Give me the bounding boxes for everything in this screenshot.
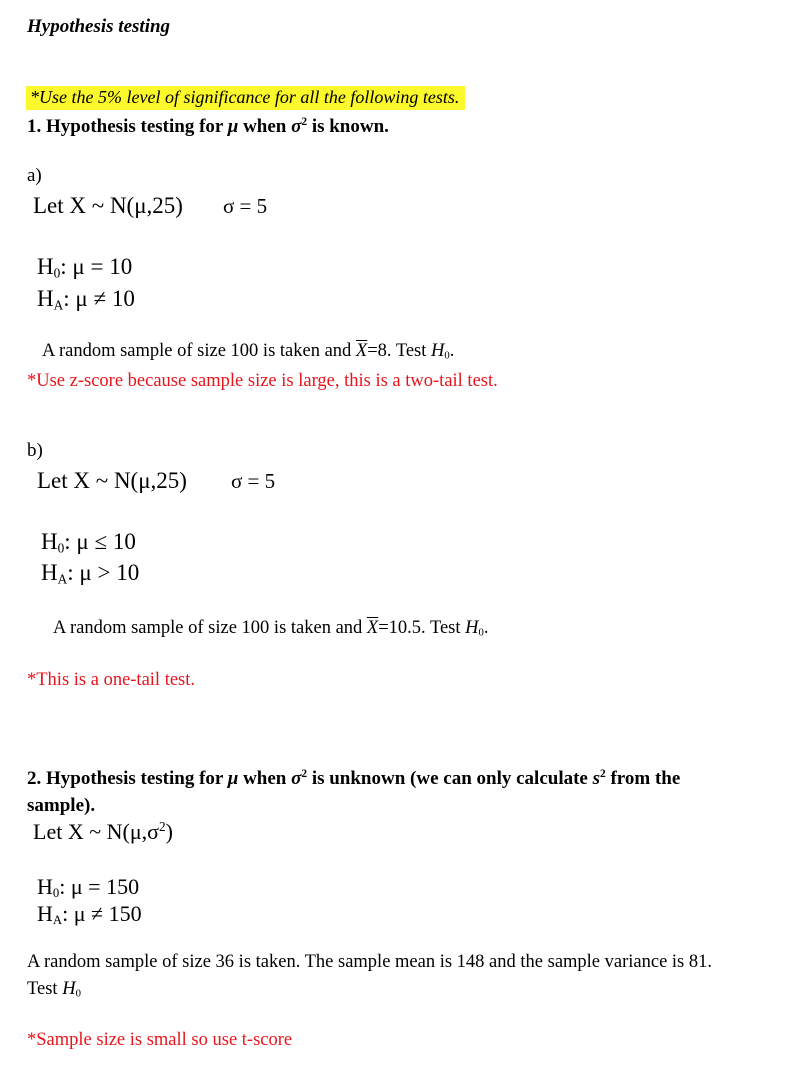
section-2-sample-text: A random sample of size 36 is taken. The sample mean is 148 and the sample variance is 81.	[27, 952, 713, 972]
section-2-test-text: Test $H_0$	[27, 979, 81, 1000]
section-1-heading: 1. Hypothesis testing for μ when $\sigma^2$ is known.	[27, 116, 389, 137]
part-b-alt-hypothesis: $H_A$: μ > 10	[41, 560, 140, 587]
part-b-note: *This is a one-tail test.	[27, 670, 196, 690]
part-a-label: a)	[27, 165, 42, 186]
part-a-distribution: Let X ~ N(μ,25) σ = 5	[33, 193, 268, 218]
page-title: Hypothesis testing	[27, 16, 171, 37]
part-b-sample-text: A random sample of size 100 is taken and $\overline{X}=10.5$. Test $H_0$.	[53, 618, 489, 639]
section-2-alt-hypothesis: $H_A$: μ ≠ 150	[37, 901, 142, 928]
section-2-note: *Sample size is small so use t-score	[27, 1030, 293, 1050]
part-a-note: *Use z-score because sample size is large, this is a two-tail test.	[27, 371, 498, 391]
section-2-null-hypothesis: $H_0$: μ = 150	[37, 874, 140, 901]
significance-note: *Use the 5% level of significance for all the following tests.	[26, 86, 465, 110]
part-a-null-hypothesis: $H_0$: μ = 10	[37, 254, 133, 281]
section-2-heading: 2. Hypothesis testing for μ when $\sigma^2$ is unknown (we can only calculate $s^2$ from the	[27, 768, 681, 789]
part-a-alt-hypothesis: $H_A$: μ ≠ 10	[37, 286, 135, 313]
section-2-distribution: Let X ~ $N(\mu,\sigma^2)$	[33, 819, 173, 844]
part-b-distribution: Let X ~ N(μ,25) σ = 5	[37, 468, 276, 493]
part-b-label: b)	[27, 440, 43, 461]
section-2-heading-line2: sample).	[27, 795, 96, 816]
part-b-null-hypothesis: $H_0$: μ ≤ 10	[41, 529, 136, 556]
part-a-sample-text: A random sample of size 100 is taken and $\overline{X}=8$. Test $H_0$.	[42, 341, 455, 362]
